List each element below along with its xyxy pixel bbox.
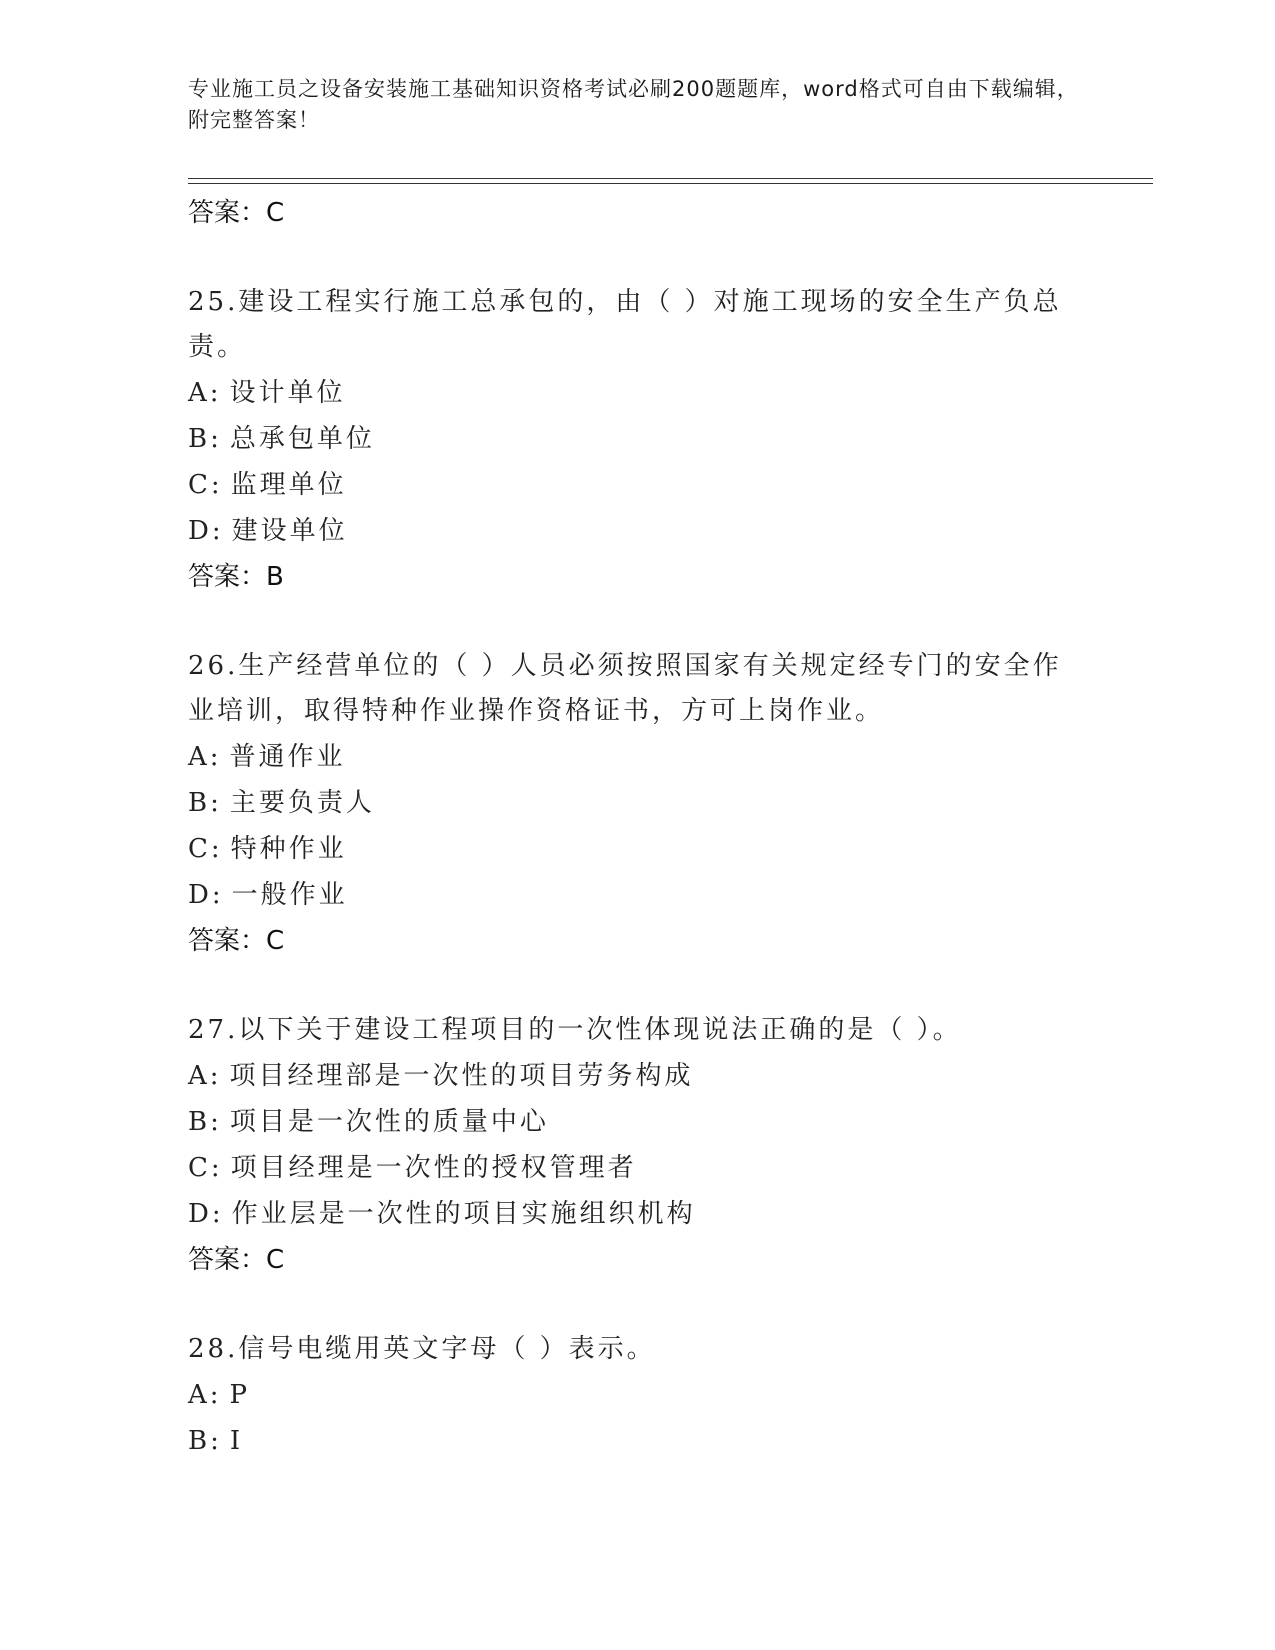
option-letter: A: (188, 378, 222, 408)
option-letter: D: (188, 880, 224, 910)
option-text: 监理单位 (230, 470, 347, 500)
question-stem: 28.信号电缆用英文字母（ ）表示。 (188, 1334, 656, 1364)
option-letter: B: (188, 788, 222, 818)
question-item (188, 1327, 1088, 1464)
option-a (188, 1053, 1088, 1099)
option-text: 作业层是一次性的项目实施组织机构 (231, 1199, 696, 1229)
option-c (188, 1145, 1088, 1191)
option-text: 项目经理是一次性的授权管理者 (230, 1153, 637, 1183)
option-letter: A: (188, 1061, 222, 1091)
option-b (188, 780, 1088, 826)
option-letter: A: (188, 1380, 222, 1410)
option-b (188, 1418, 1088, 1464)
answer-line: 答案：C (188, 198, 285, 228)
option-text: 项目是一次性的质量中心 (229, 1107, 549, 1137)
option-text: 特种作业 (230, 834, 347, 864)
page-header: 专业施工员之设备安装施工基础知识资格考试必刷200题题库，word格式可自由下载编辑，附完整答案！ (188, 77, 1079, 132)
answer-line: 答案：C (188, 1245, 285, 1275)
option-b (188, 416, 1088, 462)
option-a (188, 370, 1088, 416)
answer-line: 答案：C (188, 926, 285, 956)
question-item (188, 1008, 1088, 1283)
option-text: 普通作业 (229, 742, 346, 772)
option-c (188, 462, 1088, 508)
option-letter: C: (188, 470, 223, 500)
option-text: I (229, 1426, 244, 1456)
option-c (188, 826, 1088, 872)
option-d (188, 872, 1088, 918)
question-stem: 27.以下关于建设工程项目的一次性体现说法正确的是（ ）。 (188, 1015, 962, 1045)
option-text: 一般作业 (231, 880, 348, 910)
option-text: 项目经理部是一次性的项目劳务构成 (229, 1061, 694, 1091)
question-list (188, 190, 1088, 1464)
option-a (188, 1372, 1088, 1418)
question-stem: 25.建设工程实行施工总承包的，由（ ）对施工现场的安全生产负总责。 (188, 287, 1062, 362)
option-letter: D: (188, 516, 224, 546)
question-item (188, 280, 1088, 600)
option-text: 主要负责人 (229, 788, 375, 818)
option-letter: B: (188, 424, 222, 454)
option-d (188, 508, 1088, 554)
option-letter: B: (188, 1107, 222, 1137)
option-letter: C: (188, 834, 223, 864)
option-text: 建设单位 (231, 516, 348, 546)
option-text: 设计单位 (229, 378, 346, 408)
option-text: P (229, 1380, 251, 1410)
option-b (188, 1099, 1088, 1145)
header-rule-top (188, 178, 1153, 179)
question-item (188, 644, 1088, 964)
option-letter: A: (188, 742, 222, 772)
option-letter: C: (188, 1153, 223, 1183)
option-letter: D: (188, 1199, 224, 1229)
option-a (188, 734, 1088, 780)
question-stem: 26.生产经营单位的（ ）人员必须按照国家有关规定经专门的安全作业培训，取得特种作业操作资格证书，方可上岗作业。 (188, 651, 1062, 726)
option-text: 总承包单位 (229, 424, 375, 454)
header-rule-bottom (188, 183, 1153, 184)
option-d (188, 1191, 1088, 1237)
option-letter: B: (188, 1426, 222, 1456)
answer-line: 答案：B (188, 562, 284, 592)
